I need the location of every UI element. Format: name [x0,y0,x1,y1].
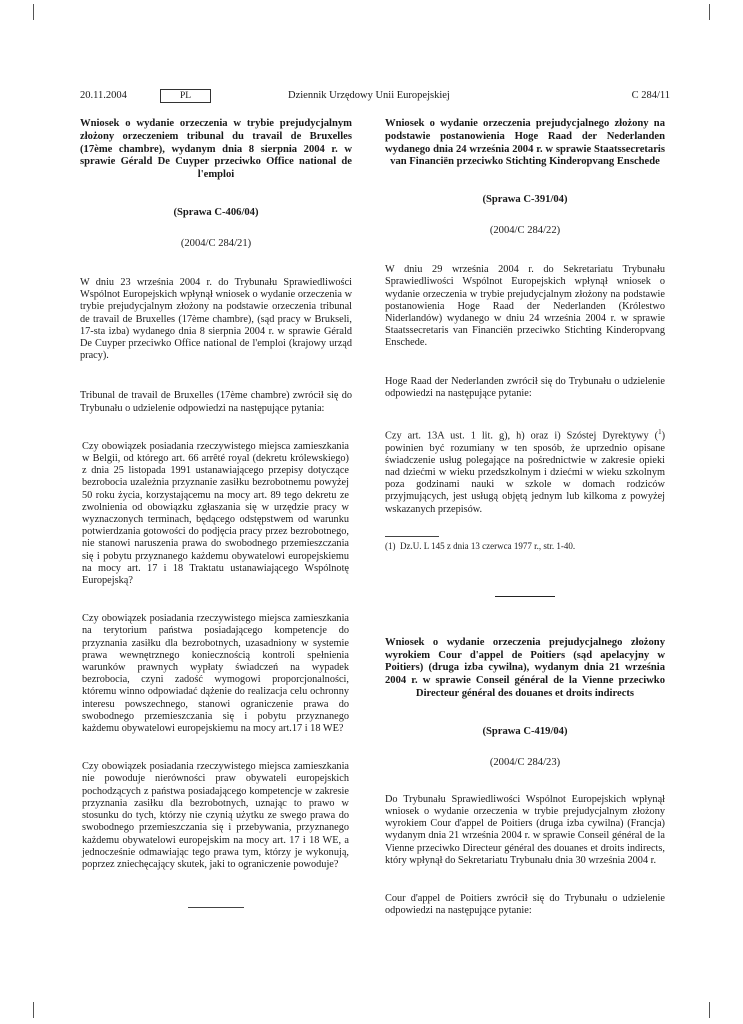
left-column [80,118,352,908]
header-language-box: PL [160,89,211,103]
footnote [385,541,665,552]
crop-mark-bottom-left [33,1002,34,1018]
right-notice-2-title: Wniosek o wydanie orzeczenia prejudycjalnego złożony wyrokiem Cour d'appel de Poitiers (sąd apelacyjny w Poitiers) (druga izba cywilna), wydanym dnia 21 września 2004 r. w sprawie Conseil général de la Vienne przeciwko Directeur général des douanes et droits indirects [385,636,665,700]
right-notice-1-reference: (2004/C 284/22) [489,225,561,237]
left-question-2: Czy obowiązek posiadania rzeczywistego miejsca zamieszkania na terytorium państwa posiadającego kompetencje do przyznania zasiłku dla bezrobotnych, uzasadniony w systemie prawa wewnętrznego koniecznością kontroli spełnienia warunków prawnych wypłaty świadczeń na wypadek bezrobocia, czyni zadość wymogowi proporcjonalności, któremu winno odpowiadać dążenie do realizacja celu ochronny interesu powszechnego, stanowi ograniczenie prawa do swobodnego przemieszczania się i pobytu przyznanego każdemu obywatelowi europejskiemu na mocy art.17 i 18 WE? [82,613,349,735]
question-text-part-1: Czy art. 13A ust. 1 lit. g), h) oraz i) Szóstej Dyrektywy ( [385,430,659,442]
right-notice-1-question [385,426,665,516]
page-header [80,89,670,103]
right-column [385,118,665,917]
left-end-rule [188,907,244,908]
right-notice-1-case-number: (Sprawa C-391/04) [482,194,568,206]
crop-mark-top-left [33,4,34,20]
left-reference: (2004/C 284/21) [180,237,252,249]
right-notice-2-intro: Do Trybunału Sprawiedliwości Wspólnot Europejskich wpłynął wniosek o wydanie orzeczenia w trybie prejudycjalnym złożony wyrokiem Cour d'appel de Poitiers (druga izba cywilna) (Francja) wydanym dnia 21 września 2004 r. w sprawie Conseil général de la Vienne przeciwko Directeur général des douanes et droits indirects, który wpłynął do Sekretariatu Trybunału dnia 30 września 2004 r. [385,793,665,866]
header-date: 20.11.2004 [80,90,127,101]
left-case-number: (Sprawa C-406/04) [173,206,259,218]
header-page-number: C 284/11 [631,90,670,101]
left-intro-paragraph: W dniu 23 września 2004 r. do Trybunału Sprawiedliwości Wspólnot Europejskich wpłynął wniosek o wydanie orzeczenia w trybie prejudycjalnym złożony na podstawie orzeczenia tribunal de travail de Bruxelles (17ème chambre), (sąd pracy w Brukseli, 17-sta izba) wydanego dnia 8 sierpnia 2004 r. w sprawie Gérald De Cuyper przeciwko Office national de l'emploi (krajowy urząd pracy). [80,276,352,362]
footnote-mark: (1) [385,540,396,551]
right-notice-2-question-intro: Cour d'appel de Poitiers zwrócił się do Trybunału o udzielenie odpowiedzi na następujące pytanie: [385,893,665,917]
crop-mark-bottom-right [709,1002,710,1018]
header-journal-title: Dziennik Urzędowy Unii Europejskiej [288,90,450,101]
right-notice-1-title: Wniosek o wydanie orzeczenia prejudycjalnego złożony na podstawie postanowienia Hoge Raad der Nederlanden wydanego dnia 24 września 2004 r. w sprawie Staatssecretaris van Financiën przeciwko Stichting Kinderopvang Enschede [385,118,665,168]
right-notice-2-case-number: (Sprawa C-419/04) [482,725,568,737]
left-question-intro: Tribunal de travail de Bruxelles (17ème chambre) zwrócił się do Trybunału o udzielenie odpowiedzi na następujące pytania: [80,390,352,414]
footnote-reference: 1 [658,428,662,437]
right-notice-2-reference: (2004/C 284/23) [489,756,561,768]
right-notice-1-question-intro: Hoge Raad der Nederlanden zwrócił się do Trybunału o udzielenie odpowiedzi na następujące pytanie: [385,375,665,399]
left-question-3: Czy obowiązek posiadania rzeczywistego miejsca zamieszkania nie powoduje nierówności praw obywateli europejskich pochodzących z państwa posiadającego kompetencje w zakresie przyznania zasiłku dla bezrobotnych, uznając to prawo w stosunku do tych, którzy nie czynią użytku ze swego prawa do swobodnego przemieszczania się i przebywania, przyznanego każdemu obywatelowi europejskim na mocy art. 17 i 18 WE, a jednocześnie odmawiając tego prawa tym, którzy je wykonują, poprzez zniechęcający skutek, jaki to ograniczenie powoduje? [82,761,349,870]
right-notice-1-intro: W dniu 29 września 2004 r. do Sekretariatu Trybunału Sprawiedliwości Wspólnot Europejskich wpłynął wniosek o wydanie orzeczenia w trybie prejudycjalnym złożony na podstawie postanowienia Hoge Raad der Nederlanden (Królestwo Niderlandów) wydanego w dniu 24 września 2004 r. w sprawie Staatssecretaris van Financiën przeciwko Stichting Kinderopvang Enschede. [385,264,665,349]
question-text-part-2: ) powinien być rozumiany w ten sposób, że uprzednio opisane świadczenie usług polegające na pośrednictwie w zakresie opieki nad dziećmi w wieku przedszkolnym i dziećmi w wieku szkolnym poza godzinami nauki w szkole w domach rodziców przyjmujących, jest usługą objętą jednym lub kilkoma z powyżej wskazanych przepisów. [385,430,665,515]
left-notice-title: Wniosek o wydanie orzeczenia w trybie prejudycjalnym złożony orzeczeniem tribunal du travail de Bruxelles (17ème chambre), wydanym dnia 8 sierpnia 2004 r. w sprawie Gérald De Cuyper przeciwko Office national de l'emploi [80,118,352,181]
crop-mark-top-right [709,4,710,20]
left-question-1: Czy obowiązek posiadania rzeczywistego miejsca zamieszkania w Belgii, od którego art. 66 arrêté royal (dekretu królewskiego) z dnia 25 listopada 1991 ustanawiającego przepisy dotyczące bezrobocia uzależnia przyznanie zasiłku bezrobotnemu powyżej 50 roku życia, korzystającemu na mocy art. 89 tego dekretu ze zwolnienia od obowiązku zgłaszania się w urzędzie pracy w wyznaczonych terminach, będącego odstępstwem od warunku potwierdzania gotowości do podjęcia pracy przez bezrobotnego, nie stanowi naruszenia prawa do swobodnego przemieszczania się i pobytu przyznanego każdemu obywatelowi europejskiemu na mocy art. 17 i 18 Traktatu ustanawiającego Wspólnotę Europejską? [82,440,349,587]
footnote-text: Dz.U. L 145 z dnia 13 czerwca 1977 r., str. 1-40. [400,540,576,551]
